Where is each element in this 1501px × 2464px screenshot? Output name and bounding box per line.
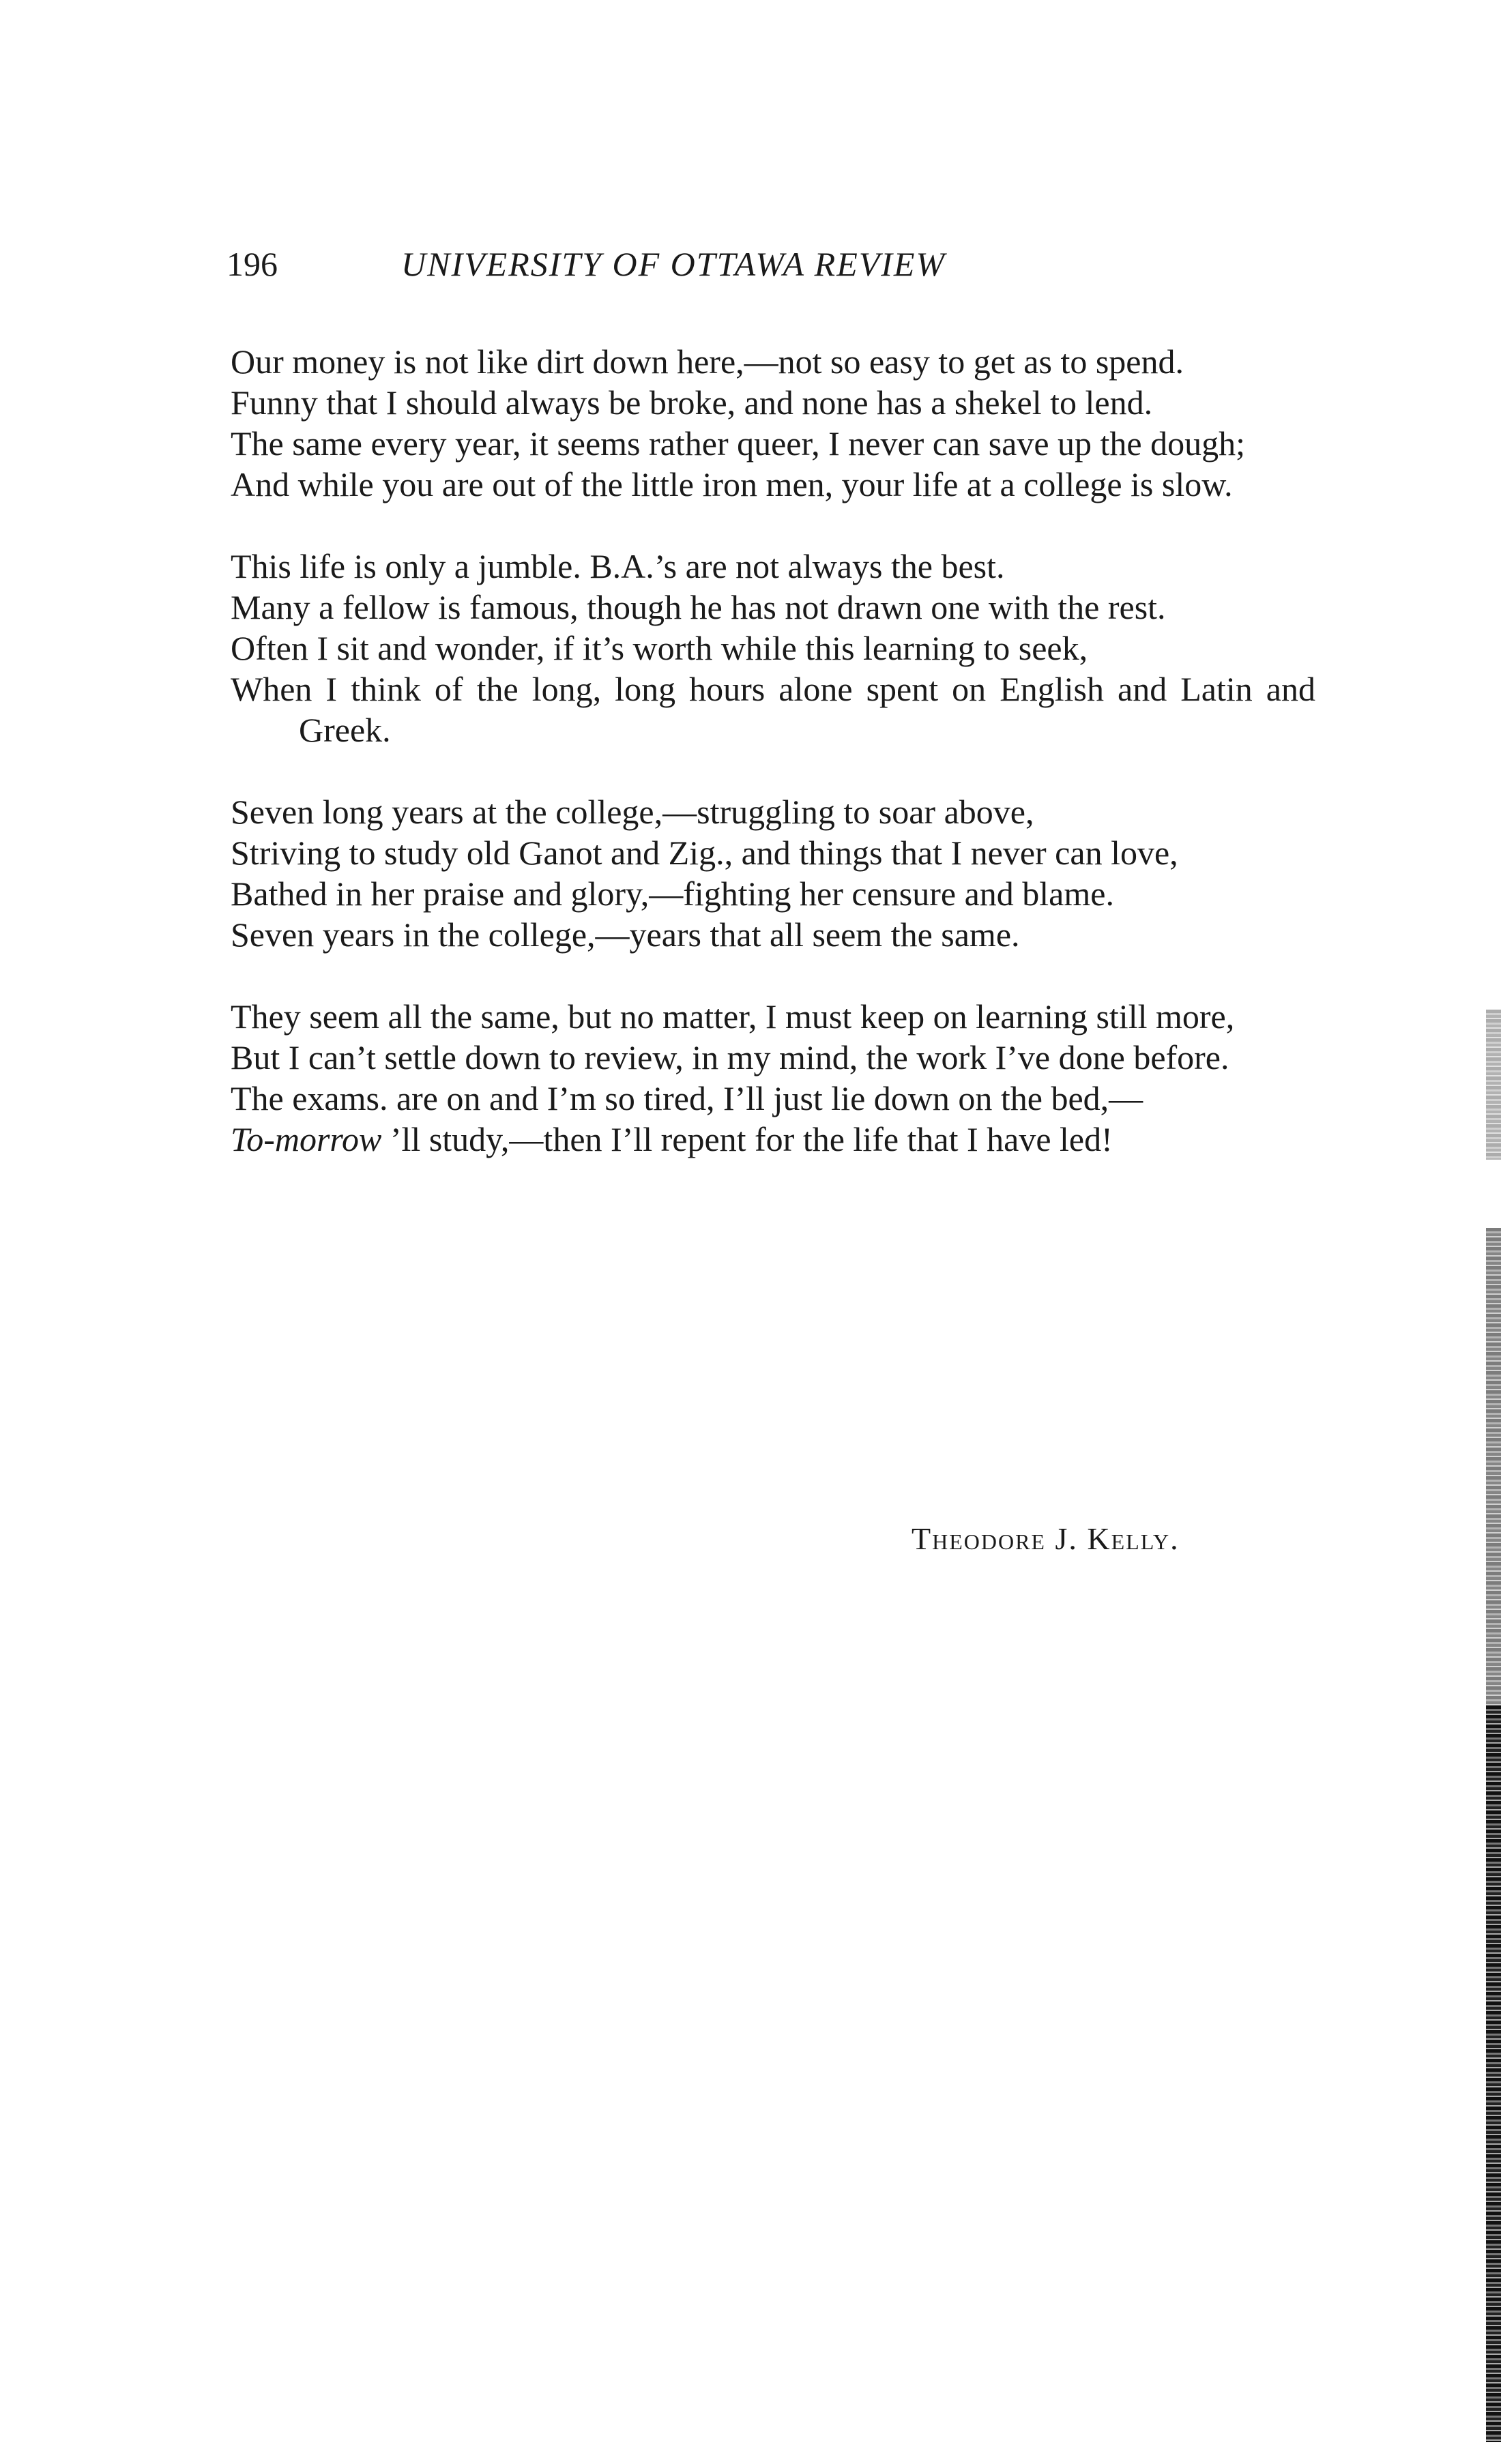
line-text: But I can’t settle down to review, in my mind, the work I’ve done before.	[231, 1038, 1229, 1076]
poem-line	[231, 628, 1315, 669]
stanza	[231, 791, 1315, 955]
line-text: Many a fellow is famous, though he has not drawn one with the rest.	[231, 588, 1166, 626]
poem-line	[231, 423, 1315, 464]
poem-line	[231, 1119, 1315, 1160]
stanza	[231, 996, 1315, 1160]
running-title: UNIVERSITY OF OTTAWA REVIEW	[401, 245, 946, 283]
poem-line	[231, 1037, 1315, 1078]
line-text: Seven years in the college,—years that all seem the same.	[231, 915, 1020, 954]
line-text: Bathed in her praise and glory,—fighting her censure and blame.	[231, 875, 1114, 913]
poem-body	[231, 341, 1315, 1201]
emphasized-word: To-morrow	[231, 1120, 382, 1158]
scan-edge-artifact	[1486, 1228, 1501, 1705]
poem-line	[231, 546, 1315, 587]
line-text: Our money is not like dirt down here,—not so easy to get as to spend.	[231, 342, 1184, 381]
line-text: Often I sit and wonder, if it’s worth while this learning to seek,	[231, 629, 1088, 667]
stanza	[231, 341, 1315, 505]
poem-line	[231, 587, 1315, 628]
poem-line	[231, 669, 1315, 750]
poem-line	[231, 996, 1315, 1037]
line-text: ’ll study,—then I’ll repent for the life that I have led!	[381, 1120, 1113, 1158]
author-signature: Theodore J. Kelly.	[912, 1521, 1180, 1556]
running-header	[227, 240, 1318, 288]
poem-line	[231, 832, 1315, 873]
page-number: 196	[227, 245, 278, 283]
line-text: When I think of the long, long hours alone spent on English and Latin and Greek.	[231, 670, 1315, 749]
scan-edge-artifact	[1486, 1010, 1501, 1160]
poem-line	[231, 914, 1315, 955]
poem-line	[231, 791, 1315, 832]
stanza	[231, 546, 1315, 750]
scan-edge-artifact	[1486, 1705, 1501, 2442]
line-text: The exams. are on and I’m so tired, I’ll just lie down on the bed,—	[231, 1079, 1143, 1117]
line-text: This life is only a jumble. B.A.’s are not always the best.	[231, 547, 1005, 585]
poem-line	[231, 382, 1315, 423]
poem-line	[231, 1078, 1315, 1119]
poem-line	[231, 873, 1315, 914]
line-text: Striving to study old Ganot and Zig., and things that I never can love,	[231, 834, 1178, 872]
line-text: And while you are out of the little iron men, your life at a college is slow.	[231, 465, 1233, 503]
poem-line	[231, 464, 1315, 505]
line-text: Funny that I should always be broke, and none has a shekel to lend.	[231, 383, 1153, 422]
line-text: Seven long years at the college,—struggling to soar above,	[231, 793, 1034, 831]
poem-line	[231, 341, 1315, 382]
line-text: They seem all the same, but no matter, I must keep on learning still more,	[231, 997, 1235, 1036]
line-text: The same every year, it seems rather queer, I never can save up the dough;	[231, 424, 1246, 463]
